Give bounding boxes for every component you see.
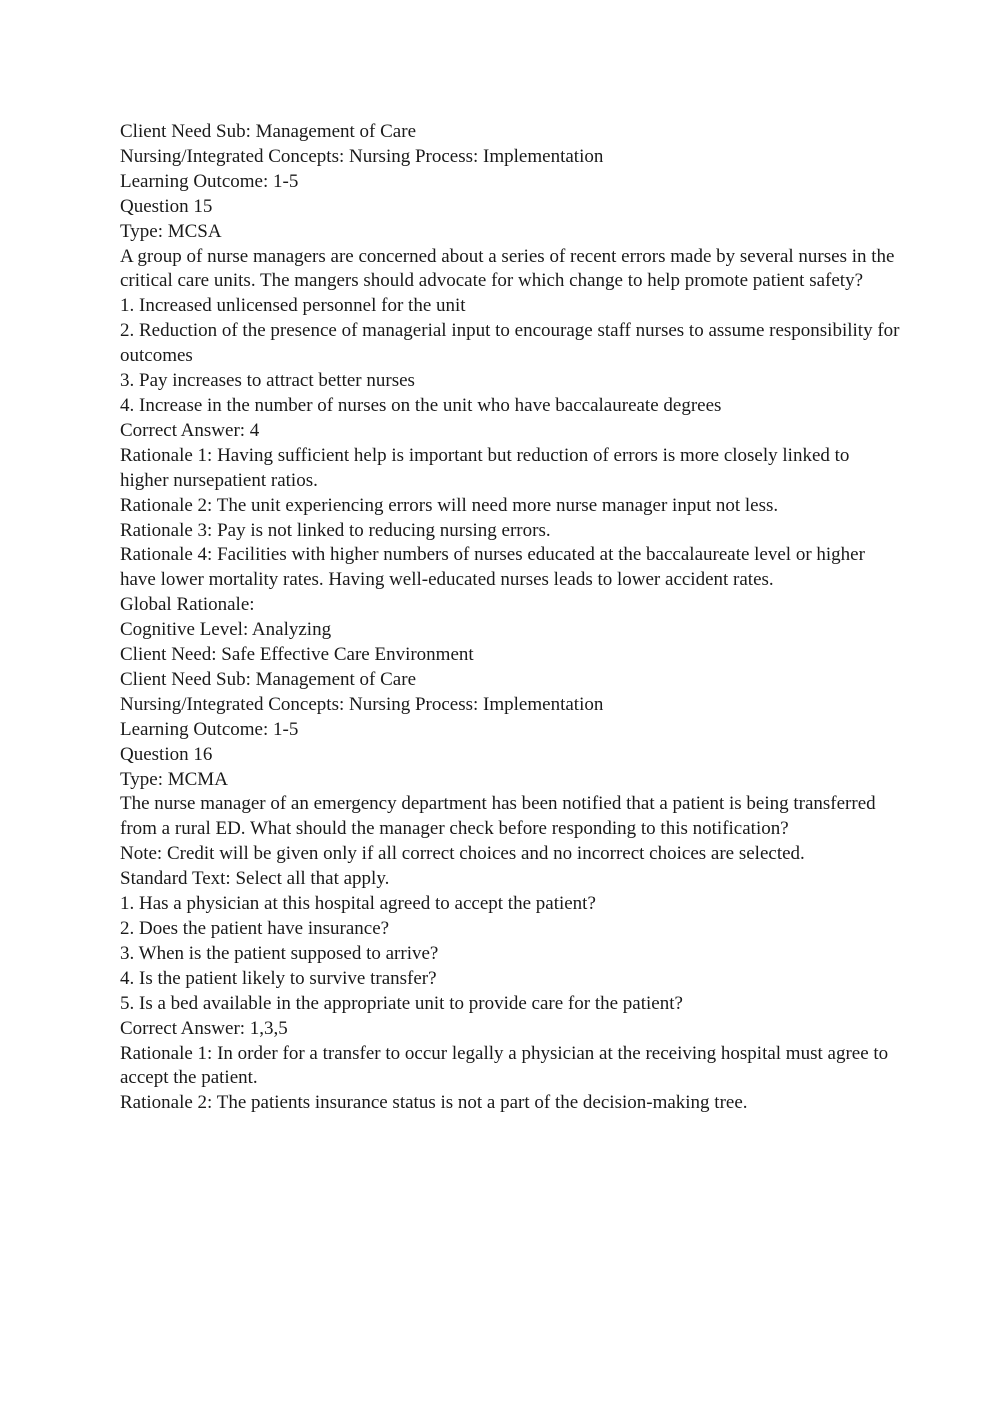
question-number: Question 15 [120,195,213,217]
answer-option: 4. Increase in the number of nurses on the unit who have baccalaureate degrees [120,394,722,416]
answer-option: 1. Increased unlicensed personnel for the unit [120,295,466,317]
question-stem: The nurse manager of an emergency department has been notified that a patient is being transferred from a rural ED. What should the manager check before responding to this notification? [120,793,876,840]
client-need-line: Client Need: Safe Effective Care Environment [120,644,474,666]
rationale: Rationale 2: The unit experiencing errors will need more nurse manager input not less. [120,494,779,516]
global-rationale: Global Rationale: [120,594,255,616]
answer-option: 5. Is a bed available in the appropriate unit to provide care for the patient? [120,992,683,1014]
learning-outcome-line: Learning Outcome: 1-5 [120,718,299,740]
document-body [120,120,900,1116]
correct-answer: Correct Answer: 4 [120,419,260,441]
client-need-sub-line: Client Need Sub: Management of Care [120,668,417,690]
nursing-concepts-line: Nursing/Integrated Concepts: Nursing Process: Implementation [120,145,604,167]
cognitive-level: Cognitive Level: Analyzing [120,619,332,641]
answer-option: 2. Reduction of the presence of managerial input to encourage staff nurses to assume responsibility for outcomes [120,320,900,367]
rationale: Rationale 3: Pay is not linked to reducing nursing errors. [120,519,551,541]
standard-text: Standard Text: Select all that apply. [120,868,390,890]
question-type: Type: MCSA [120,220,222,242]
nursing-concepts-line: Nursing/Integrated Concepts: Nursing Process: Implementation [120,693,604,715]
rationale: Rationale 1: In order for a transfer to occur legally a physician at the receiving hospital must agree to accept the patient. [120,1042,889,1089]
question-note: Note: Credit will be given only if all correct choices and no incorrect choices are selected. [120,843,805,865]
rationale: Rationale 1: Having sufficient help is important but reduction of errors is more closely linked to higher nursepatient ratios. [120,444,850,491]
rationale: Rationale 2: The patients insurance status is not a part of the decision-making tree. [120,1092,748,1114]
answer-option: 4. Is the patient likely to survive transfer? [120,967,437,989]
answer-option: 3. Pay increases to attract better nurses [120,370,415,392]
answer-option: 2. Does the patient have insurance? [120,918,390,939]
question-number: Question 16 [120,743,213,765]
question-type: Type: MCMA [120,768,228,790]
learning-outcome-line: Learning Outcome: 1-5 [120,170,299,192]
question-stem: A group of nurse managers are concerned about a series of recent errors made by several nurses in the critical care units. The mangers should advocate for which change to help promote patient safety? [120,245,895,292]
correct-answer: Correct Answer: 1,3,5 [120,1017,288,1039]
client-need-sub-line: Client Need Sub: Management of Care [120,121,417,142]
answer-option: 1. Has a physician at this hospital agreed to accept the patient? [120,893,596,915]
answer-option: 3. When is the patient supposed to arrive? [120,942,439,964]
rationale: Rationale 4: Facilities with higher numbers of nurses educated at the baccalaureate level or higher have lower mortality rates. Having well-educated nurses leads to lower accident rates. [120,544,865,591]
